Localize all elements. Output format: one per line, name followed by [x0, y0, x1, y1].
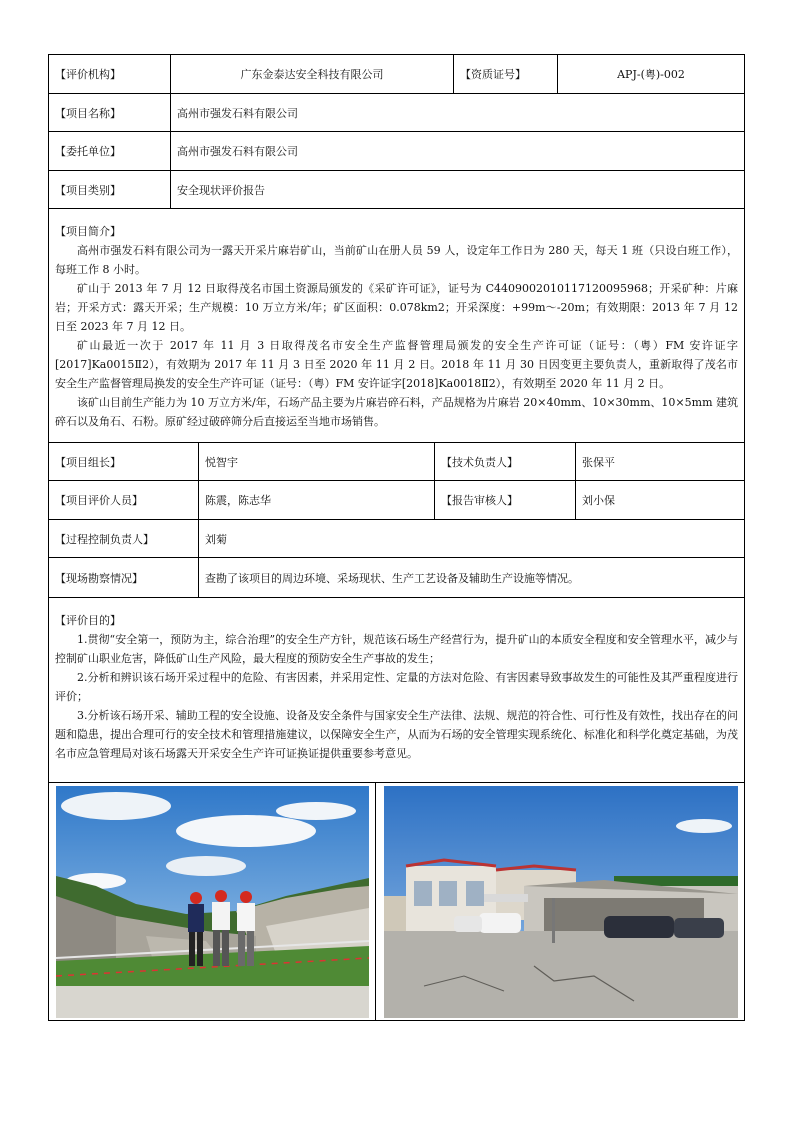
photo-row	[49, 783, 744, 1020]
project-name-row	[49, 94, 744, 132]
intro-section	[49, 209, 744, 443]
project-type-value: 安全现状评价报告	[170, 171, 744, 208]
evaluators-label: 【项目评价人员】	[55, 494, 143, 507]
project-type-row	[49, 171, 744, 209]
process-control-label: 【过程控制负责人】	[55, 532, 154, 546]
client-label: 【委托单位】	[55, 145, 121, 158]
purpose-paragraph: 1.贯彻“安全第一，预防为主，综合治理”的安全生产方针，规范该石场生产经营行为，提升矿山的本质安全程度和安全管理水平，减少与控制矿山职业危害，降低矿山生产风险，最大程度的预防安全生产事故的发生；	[55, 633, 738, 665]
cert-value: APJ-(粤)-002	[557, 55, 744, 93]
leader-value: 悦智宇	[198, 443, 434, 480]
photo-divider	[375, 783, 376, 1020]
client-row	[49, 132, 744, 171]
intro-paragraph: 高州市强发石料有限公司为一露天开采片麻岩矿山，当前矿山在册人员 59 人，设定年工作日为 280 天，每天 1 班（只设白班工作），每班工作 8 小时。	[55, 244, 738, 276]
office-building-photo	[384, 786, 738, 1018]
intro-paragraph: 该矿山目前生产能力为 10 万立方米/年，石场产品主要为片麻岩碎石料，产品规格为片麻岩 20×40mm、10×30mm、10×5mm 建筑碎石以及角石、石粉。原矿经过破碎筛分后直接运至当地市场销售。	[55, 396, 738, 428]
purpose-heading: 【评价目的】	[55, 614, 121, 627]
evaluators-row	[49, 481, 744, 520]
reviewer-value: 刘小保	[575, 481, 744, 519]
cert-label: 【资质证号】	[453, 55, 557, 93]
intro-paragraph: 矿山于 2013 年 7 月 12 日取得茂名市国土资源局颁发的《采矿许可证》，证号为 C4409002010117120095968；开采矿种：片麻岩；开采方式：露天开采；生产规模：10 万立方米/年；矿区面积：0.078km2；开采深度：+99m～-20m；有效期限：2013 年 7 月 12 日至 2023 年 7 月 12 日。	[55, 282, 738, 333]
reviewer-label: 【报告审核人】	[434, 481, 575, 519]
report-form	[48, 54, 745, 1021]
quarry-site-photo	[56, 786, 369, 1018]
process-control-row	[49, 520, 744, 558]
purpose-section	[49, 598, 744, 783]
project-name-label: 【项目名称】	[55, 106, 121, 120]
leader-label: 【项目组长】	[55, 455, 121, 469]
evaluators-value: 陈震，陈志华	[198, 481, 434, 519]
intro-paragraph: 矿山最近一次于 2017 年 11 月 3 日取得茂名市安全生产监督管理局颁发的安全生产许可证（证号：（粤）FM 安许证字[2017]Ka0015Ⅱ2），有效期为 2017 年 11 月 3 日至 2020 年 11 月 2 日。2018 年 11 月 30 日因变更主要负责人，重新取得了茂名市安全生产监督管理局换发的安全生产许可证（证号：（粤）FM 安许证字[2018]Ka0018Ⅱ2），有效期至 2020 年 11 月 2 日。	[55, 339, 738, 390]
org-label: 【评价机构】	[55, 68, 121, 81]
tech-lead-label: 【技术负责人】	[434, 443, 575, 480]
site-survey-row	[49, 558, 744, 598]
process-control-value: 刘菊	[198, 520, 744, 557]
site-survey-label: 【现场勘察情况】	[55, 571, 143, 585]
site-survey-value: 查勘了该项目的周边环境、采场现状、生产工艺设备及辅助生产设施等情况。	[198, 558, 744, 597]
intro-heading: 【项目简介】	[55, 225, 121, 238]
org-row	[49, 55, 744, 94]
project-type-label: 【项目类别】	[55, 183, 121, 197]
leader-row	[49, 443, 744, 481]
purpose-paragraph: 2.分析和辨识该石场开采过程中的危险、有害因素，并采用定性、定量的方法对危险、有害因素导致事故发生的可能性及其严重程度进行评价；	[55, 671, 738, 703]
project-name-value: 高州市强发石料有限公司	[170, 94, 744, 131]
client-value: 高州市强发石料有限公司	[170, 132, 744, 170]
purpose-paragraph: 3.分析该石场开采、辅助工程的安全设施、设备及安全条件与国家安全生产法律、法规、规范的符合性、可行性及有效性，找出存在的问题和隐患，提出合理可行的安全技术和管理措施建议，以保障安全生产，从而为石场的安全管理实现系统化、标准化和科学化奠定基础，为茂名市应急管理局对该石场露天开采安全生产许可证换证提供重要参考意见。	[55, 709, 738, 760]
org-value: 广东金泰达安全科技有限公司	[170, 55, 453, 93]
tech-lead-value: 张保平	[575, 443, 744, 480]
